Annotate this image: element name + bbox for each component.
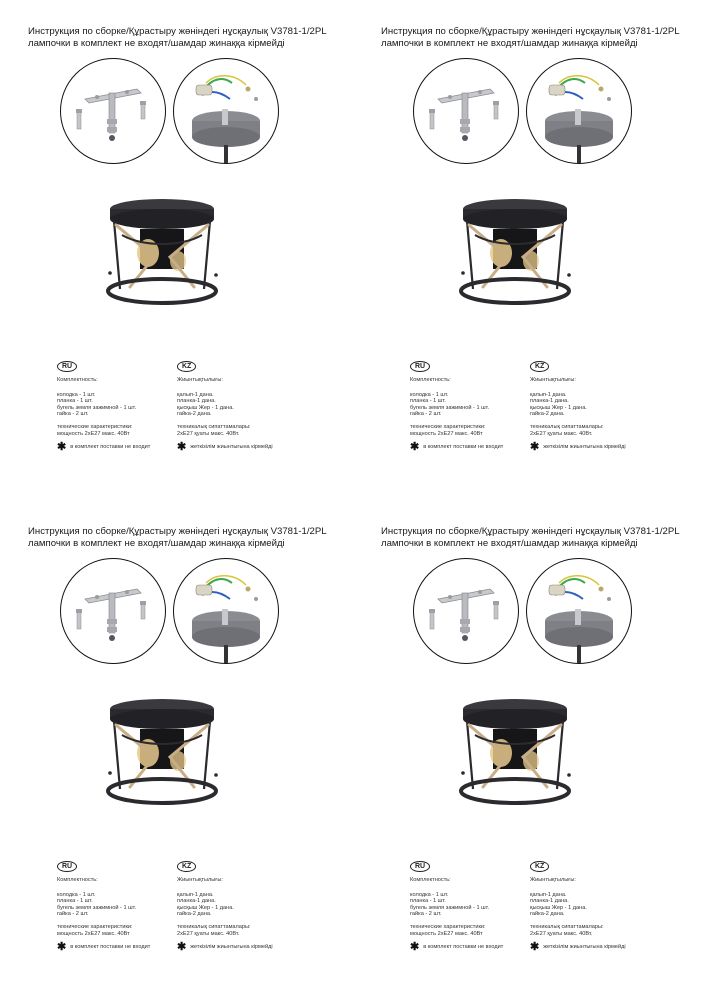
- ru-item: гайка - 2 шт.: [410, 911, 442, 918]
- ru-badge: RU: [57, 861, 77, 872]
- kz-note: жеткізілім жиынтығына кірмейді: [543, 443, 626, 450]
- kz-tech-value: 2xE27 қуаты макс. 40Вт.: [177, 430, 240, 437]
- instruction-quadrant: [353, 500, 706, 1000]
- title-line-1: Инструкция по сборке/Құрастыру жөніндегі нұсқаулық V3781-1/2PL: [381, 526, 680, 537]
- ru-tech-label: технические характеристики:: [57, 423, 133, 430]
- kz-item: планка-1 дана.: [177, 898, 216, 905]
- asterisk-icon: ✱: [177, 441, 187, 454]
- asterisk-icon: ✱: [530, 941, 540, 954]
- ru-badge: RU: [57, 361, 77, 372]
- title-line-2: лампочки в комплект не входят/шамдар жинаққа кірмейді: [28, 38, 285, 49]
- kz-item: қалып-1 дана.: [530, 391, 567, 398]
- kz-item: гайка-2 дана.: [177, 911, 212, 918]
- kz-item: қысқыш Жер - 1 дана.: [177, 404, 234, 411]
- ru-item: колодка - 1 шт.: [57, 891, 96, 898]
- ru-item: планка - 1 шт.: [410, 398, 446, 405]
- ru-note: в комплект поставки не входит: [423, 443, 504, 450]
- ru-item: планка - 1 шт.: [57, 398, 93, 405]
- title-line-1: Инструкция по сборке/Құрастыру жөніндегі нұсқаулық V3781-1/2PL: [381, 26, 680, 37]
- kz-tech-label: техникалық сипаттамалары:: [530, 423, 604, 430]
- kz-item: қысқыш Жер - 1 дана.: [530, 904, 587, 911]
- kz-heading: Жиынтықтылығы:: [177, 377, 223, 383]
- kz-badge: KZ: [530, 861, 549, 872]
- kz-heading: Жиынтықтылығы:: [530, 377, 576, 383]
- kz-item: гайка-2 дана.: [530, 911, 565, 918]
- kz-tech-value: 2xE27 қуаты макс. 40Вт.: [530, 930, 593, 937]
- ru-badge: RU: [410, 861, 430, 872]
- instruction-title: [381, 26, 701, 50]
- kz-item: қысқыш Жер - 1 дана.: [177, 904, 234, 911]
- kz-item: қалып-1 дана.: [177, 391, 214, 398]
- ru-note: в комплект поставки не входит: [70, 943, 151, 950]
- title-line-1: Инструкция по сборке/Құрастыру жөніндегі нұсқаулық V3781-1/2PL: [28, 526, 327, 537]
- ru-item: колодка - 1 шт.: [410, 391, 449, 398]
- ru-item: гайка - 2 шт.: [410, 411, 442, 418]
- ceiling-lamp-illustration: [445, 195, 585, 315]
- ru-tech-label: технические характеристики:: [57, 923, 133, 930]
- kz-item: гайка-2 дана.: [530, 411, 565, 418]
- kz-badge: KZ: [177, 861, 196, 872]
- asterisk-icon: ✱: [57, 441, 67, 454]
- instruction-quadrant: [0, 0, 353, 500]
- kz-tech-value: 2xE27 қуаты макс. 40Вт.: [177, 930, 240, 937]
- ru-item: колодка - 1 шт.: [57, 391, 96, 398]
- ceiling-lamp-illustration: [92, 695, 232, 815]
- ru-note: в комплект поставки не входит: [70, 443, 151, 450]
- mounting-parts-illustration: [413, 58, 519, 164]
- title-line-2: лампочки в комплект не входят/шамдар жинаққа кірмейді: [381, 38, 638, 49]
- ru-item: бугель земля зажимной - 1 шт.: [410, 404, 490, 411]
- wiring-canopy-illustration: [173, 558, 279, 664]
- instruction-quadrant: [0, 500, 353, 1000]
- ru-item: колодка - 1 шт.: [410, 891, 449, 898]
- wiring-canopy-illustration: [173, 58, 279, 164]
- kz-note: жеткізілім жиынтығына кірмейді: [543, 943, 626, 950]
- ru-note: в комплект поставки не входит: [423, 943, 504, 950]
- ru-item: гайка - 2 шт.: [57, 911, 89, 918]
- instruction-title: [28, 526, 348, 550]
- ru-item: планка - 1 шт.: [410, 898, 446, 905]
- asterisk-icon: ✱: [530, 441, 540, 454]
- kz-note: жеткізілім жиынтығына кірмейді: [190, 443, 273, 450]
- ru-item: бугель земля зажимной - 1 шт.: [57, 904, 137, 911]
- ru-item: гайка - 2 шт.: [57, 411, 89, 418]
- mounting-parts-illustration: [60, 558, 166, 664]
- kz-heading: Жиынтықтылығы:: [177, 877, 223, 883]
- kz-item: қалып-1 дана.: [177, 891, 214, 898]
- asterisk-icon: ✱: [57, 941, 67, 954]
- ru-heading: Комплектность:: [410, 377, 451, 383]
- kz-badge: KZ: [530, 361, 549, 372]
- instruction-quadrant: [353, 0, 706, 500]
- ru-heading: Комплектность:: [410, 877, 451, 883]
- asterisk-icon: ✱: [410, 441, 420, 454]
- kz-tech-label: техникалық сипаттамалары:: [530, 923, 604, 930]
- wiring-canopy-illustration: [526, 58, 632, 164]
- asterisk-icon: ✱: [177, 941, 187, 954]
- instruction-title: [28, 26, 348, 50]
- kz-badge: KZ: [177, 361, 196, 372]
- ru-tech-value: мощность 2xE27 макс. 40Вт: [57, 430, 130, 437]
- kz-item: планка-1 дана.: [530, 398, 569, 405]
- ru-tech-label: технические характеристики:: [410, 923, 486, 930]
- kz-section: [177, 855, 327, 954]
- instruction-title: [381, 526, 701, 550]
- kz-heading: Жиынтықтылығы:: [530, 877, 576, 883]
- kz-tech-value: 2xE27 қуаты макс. 40Вт.: [530, 430, 593, 437]
- kz-section: [530, 355, 680, 454]
- ru-badge: RU: [410, 361, 430, 372]
- kz-item: планка-1 дана.: [530, 898, 569, 905]
- ru-tech-value: мощность 2xE27 макс. 40Вт: [410, 430, 483, 437]
- wiring-canopy-illustration: [526, 558, 632, 664]
- ceiling-lamp-illustration: [445, 695, 585, 815]
- kz-tech-label: техникалық сипаттамалары:: [177, 923, 251, 930]
- ru-heading: Комплектность:: [57, 877, 98, 883]
- title-line-2: лампочки в комплект не входят/шамдар жинаққа кірмейді: [381, 538, 638, 549]
- ru-tech-label: технические характеристики:: [410, 423, 486, 430]
- kz-tech-label: техникалық сипаттамалары:: [177, 423, 251, 430]
- title-line-2: лампочки в комплект не входят/шамдар жинаққа кірмейді: [28, 538, 285, 549]
- ru-heading: Комплектность:: [57, 377, 98, 383]
- mounting-parts-illustration: [60, 58, 166, 164]
- asterisk-icon: ✱: [410, 941, 420, 954]
- kz-item: планка-1 дана.: [177, 398, 216, 405]
- title-line-1: Инструкция по сборке/Құрастыру жөніндегі нұсқаулық V3781-1/2PL: [28, 26, 327, 37]
- ru-tech-value: мощность 2xE27 макс. 40Вт: [410, 930, 483, 937]
- ru-item: планка - 1 шт.: [57, 898, 93, 905]
- kz-note: жеткізілім жиынтығына кірмейді: [190, 943, 273, 950]
- kz-item: қалып-1 дана.: [530, 891, 567, 898]
- kz-item: қысқыш Жер - 1 дана.: [530, 404, 587, 411]
- ceiling-lamp-illustration: [92, 195, 232, 315]
- kz-item: гайка-2 дана.: [177, 411, 212, 418]
- ru-tech-value: мощность 2xE27 макс. 40Вт: [57, 930, 130, 937]
- ru-item: бугель земля зажимной - 1 шт.: [57, 404, 137, 411]
- kz-section: [177, 355, 327, 454]
- kz-section: [530, 855, 680, 954]
- mounting-parts-illustration: [413, 558, 519, 664]
- ru-item: бугель земля зажимной - 1 шт.: [410, 904, 490, 911]
